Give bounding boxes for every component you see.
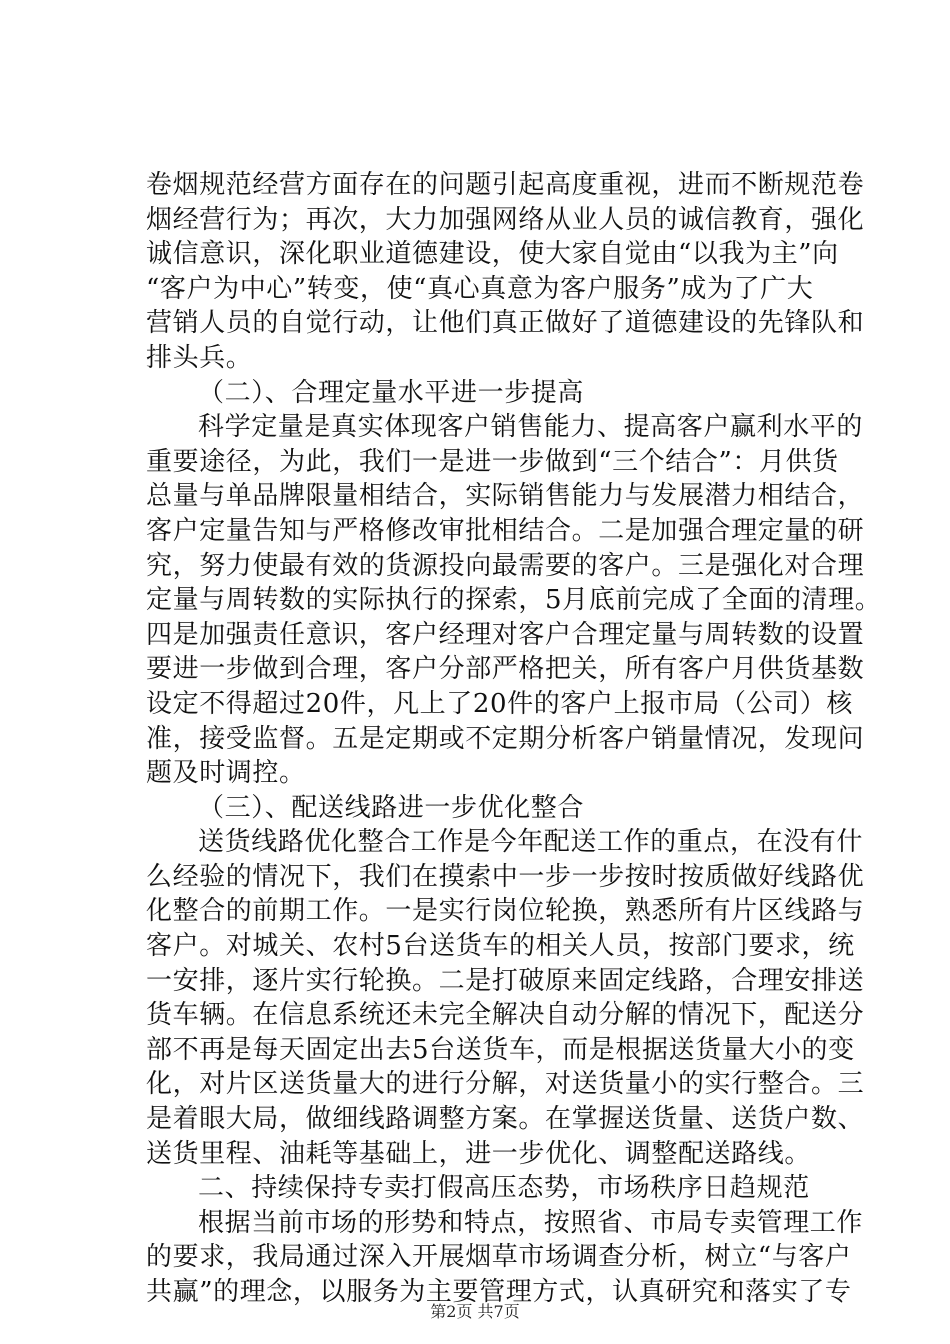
- document-body: [146, 168, 882, 1310]
- text-line: 营销人员的自觉行动，让他们真正做好了道德建设的先锋队和: [146, 308, 865, 339]
- text-line: 题及时调控。: [146, 758, 306, 789]
- text-line: 共赢”的理念，以服务为主要管理方式，认真研究和落实了专: [146, 1277, 852, 1307]
- text-line: 定量与周转数的实际执行的探索，5月底前完成了全面的清理。: [146, 585, 882, 616]
- text-line: 总量与单品牌限量相结合，实际销售能力与发展潜力相结合，: [146, 481, 865, 512]
- section-heading: 二、持续保持专卖打假高压态势，市场秩序日趋规范: [198, 1173, 810, 1204]
- paragraph-first-line: 送货线路优化整合工作是今年配送工作的重点，在没有什: [198, 827, 864, 858]
- text-line: 卷烟规范经营方面存在的问题引起高度重视，进而不断规范卷: [146, 170, 865, 200]
- text-line: 客户。对城关、农村5台送货车的相关人员，按部门要求，统: [146, 931, 855, 962]
- text-line: 烟经营行为；再次，大力加强网络从业人员的诚信教育，强化: [146, 204, 865, 235]
- text-line: 客户定量告知与严格修改审批相结合。二是加强合理定量的研: [146, 515, 865, 546]
- text-line: 么经验的情况下，我们在摸索中一步一步按时按质做好线路优: [146, 861, 865, 892]
- text-line: 究，努力使最有效的货源投向最需要的客户。三是强化对合理: [146, 550, 865, 581]
- text-line: 重要途径，为此，我们一是进一步做到“三个结合”：月供货: [146, 446, 839, 477]
- text-line: 的要求，我局通过深入开展烟草市场调查分析，树立“与客户: [146, 1242, 852, 1273]
- text-line: 四是加强责任意识，客户经理对客户合理定量与周转数的设置: [146, 619, 865, 650]
- text-line: 诚信意识，深化职业道德建设，使大家自觉由“以我为主”向: [146, 239, 839, 270]
- text-line: 化整合的前期工作。一是实行岗位轮换，熟悉所有片区线路与: [146, 896, 865, 927]
- text-line: 一安排，逐片实行轮换。二是打破原来固定线路，合理安排送: [146, 965, 865, 996]
- text-line: 是着眼大局，做细线路调整方案。在掌握送货量、送货户数、: [146, 1104, 865, 1135]
- paragraph-first-line: 科学定量是真实体现客户销售能力、提高客户赢利水平的: [198, 412, 864, 443]
- page-number-footer: 第2页 共7页: [430, 1302, 520, 1321]
- text-line: 送货里程、油耗等基础上，进一步优化、调整配送路线。: [146, 1138, 812, 1169]
- text-line: 部不再是每天固定出去5台送货车，而是根据送货量大小的变: [146, 1034, 855, 1065]
- text-line: 货车辆。在信息系统还未完全解决自动分解的情况下，配送分: [146, 1000, 865, 1031]
- text-line: 准，接受监督。五是定期或不定期分析客户销量情况，发现问: [146, 723, 865, 754]
- text-line: 设定不得超过20件，凡上了20件的客户上报市局（公司）核: [146, 688, 853, 719]
- section-heading: （三）、配送线路进一步优化整合: [198, 792, 585, 823]
- paragraph-first-line: 根据当前市场的形势和特点，按照省、市局专卖管理工作: [198, 1207, 864, 1238]
- text-line: 排头兵。: [146, 342, 253, 373]
- text-line: “客户为中心”转变，使“真心真意为客户服务”成为了广大: [146, 273, 814, 304]
- text-line: 要进一步做到合理，客户分部严格把关，所有客户月供货基数: [146, 654, 865, 685]
- text-line: 化，对片区送货量大的进行分解，对送货量小的实行整合。三: [146, 1069, 865, 1100]
- section-heading: （二）、合理定量水平进一步提高: [198, 377, 585, 408]
